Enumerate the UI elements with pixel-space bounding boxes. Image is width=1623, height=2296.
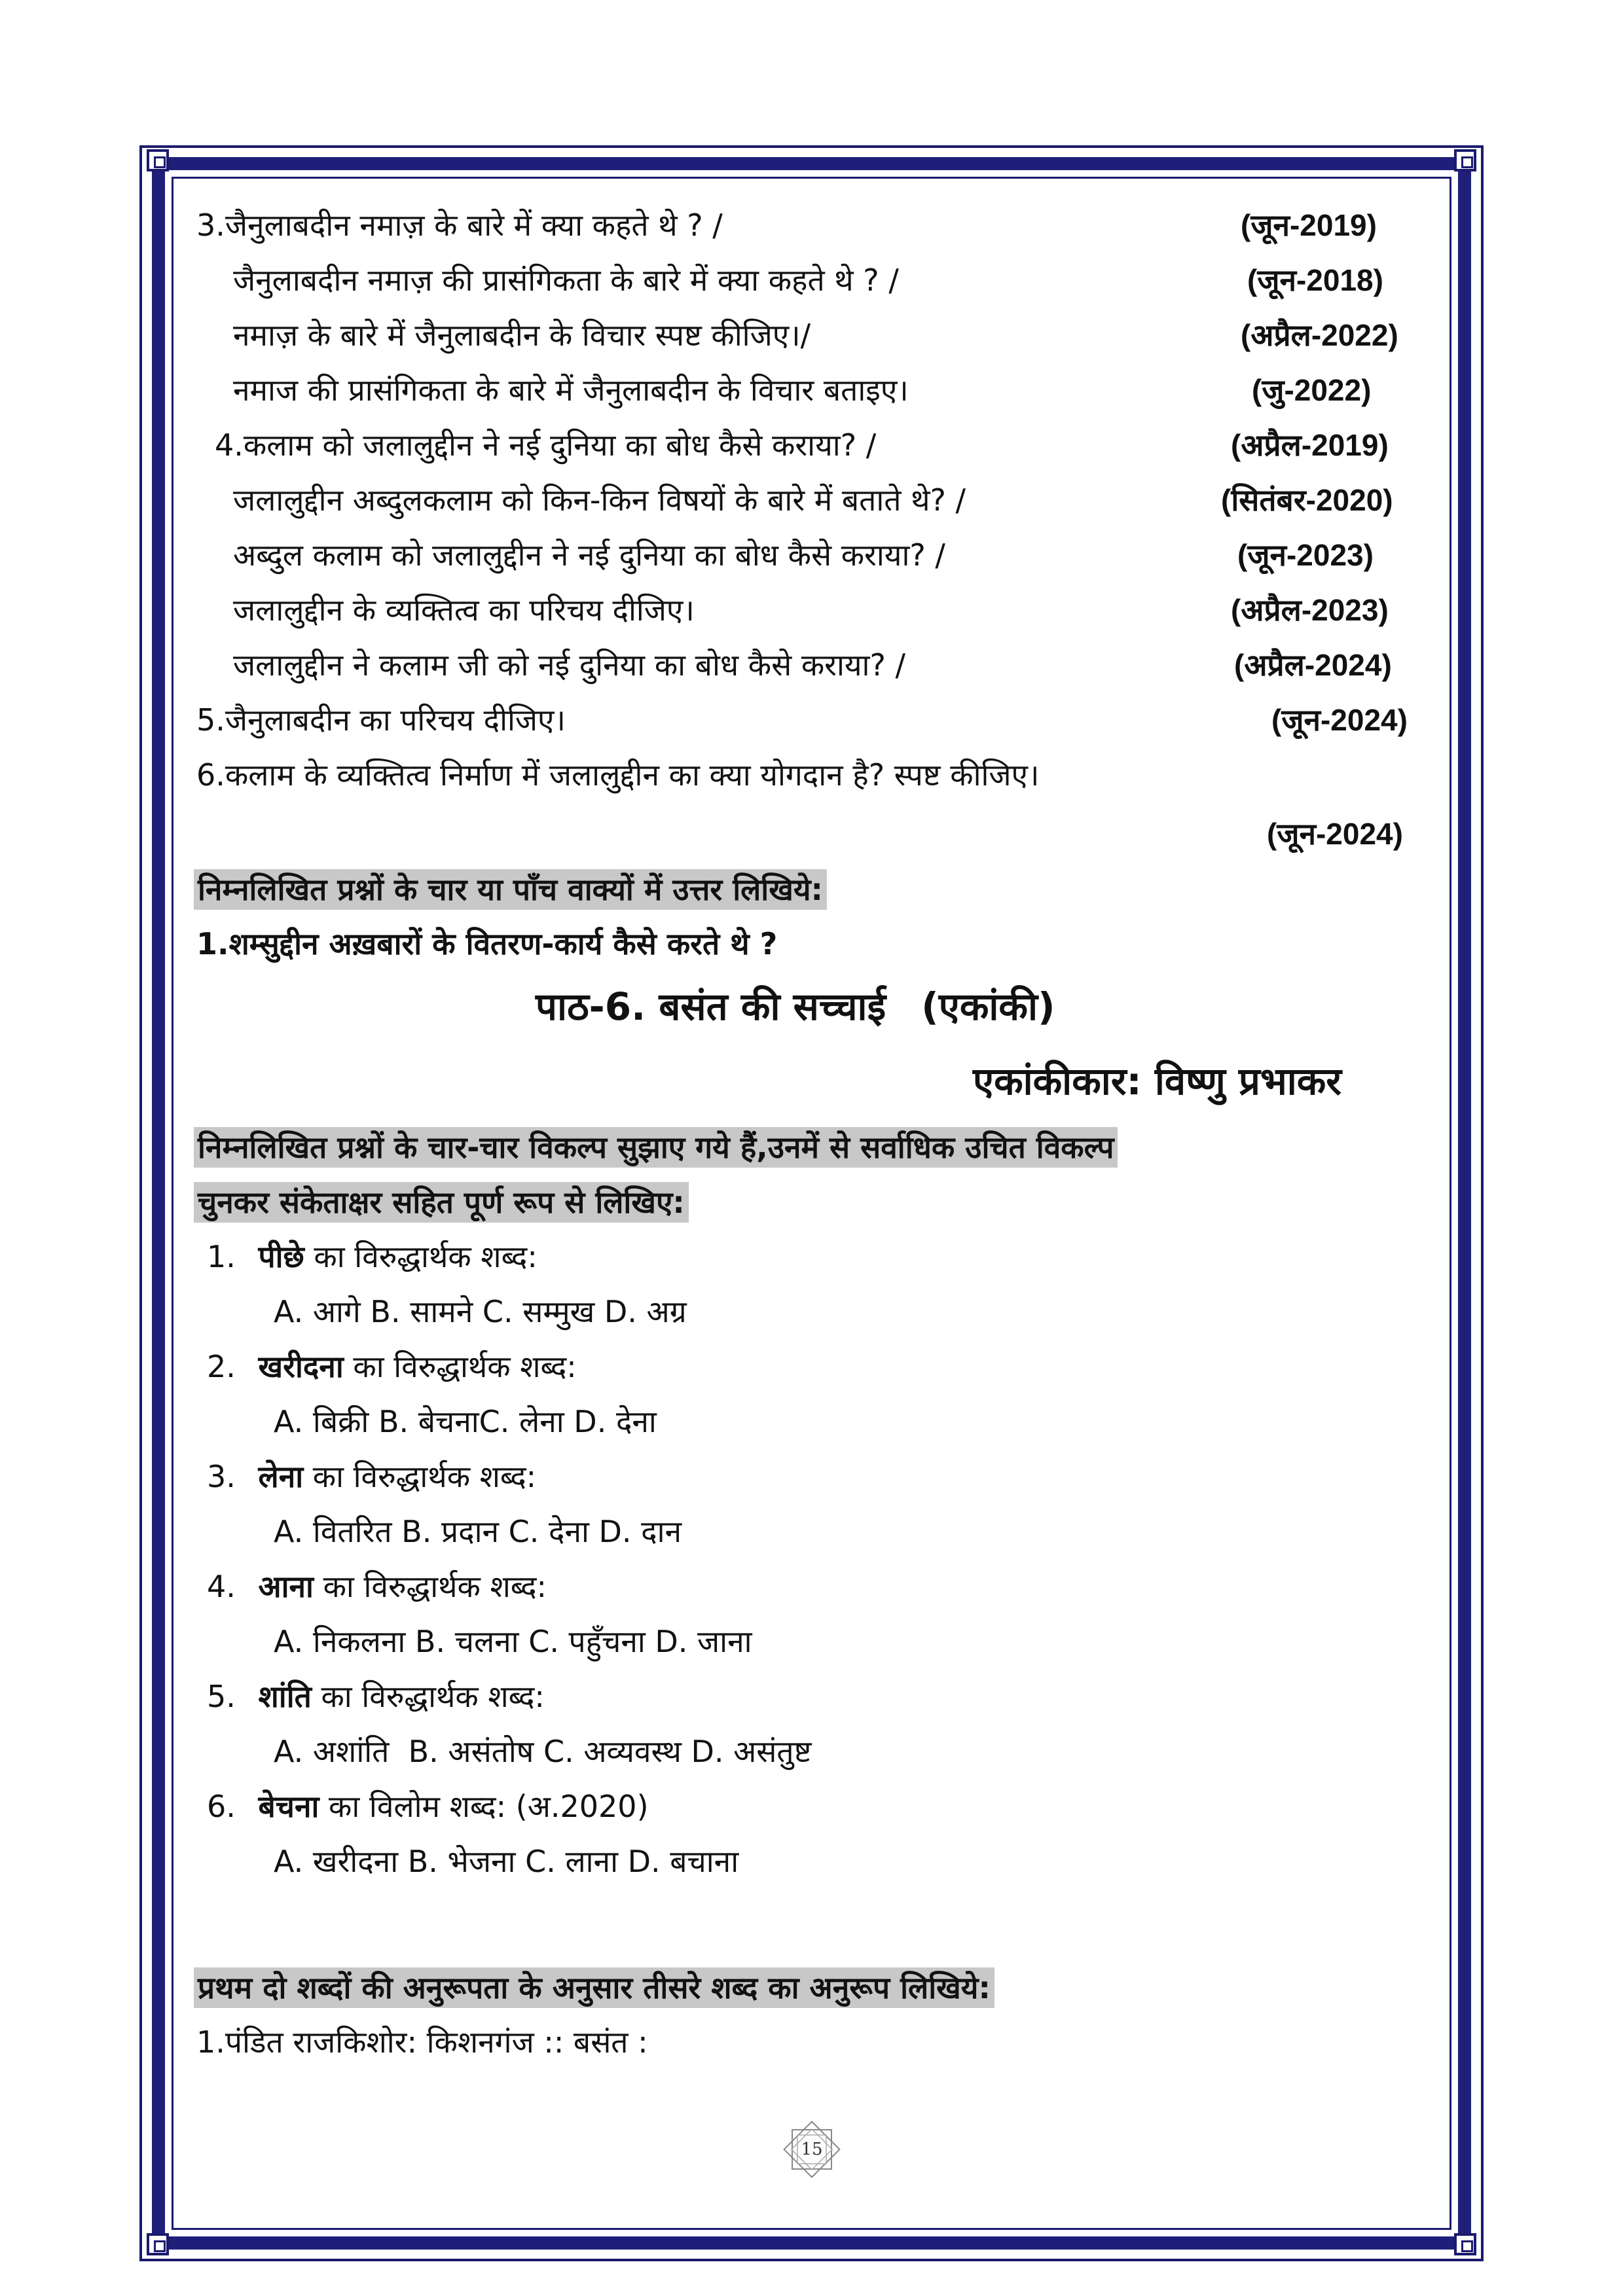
- mcq-number: 3.: [207, 1459, 236, 1494]
- exam-year: (सितंबर-2020): [1221, 483, 1393, 517]
- mcq-options: A. वितरित B. प्रदान C. देना D. दान: [274, 1514, 682, 1549]
- mcq-options: A. निकलना B. चलना C. पहुँचना D. जाना: [274, 1624, 752, 1659]
- mcq-prompt: का विलोम शब्द: (अ.2020): [319, 1789, 649, 1824]
- mcq-keyword: खरीदना: [258, 1349, 344, 1384]
- exam-year: (जून-2024): [1271, 703, 1408, 737]
- mcq-question: [207, 1567, 547, 1606]
- mcq-number: 5.: [207, 1679, 236, 1714]
- analogy-heading: प्रथम दो शब्दों की अनुरूपता के अनुसार तीसरे शब्द का अनुरूप लिखिये:: [194, 1967, 994, 2008]
- exam-year: (जून-2018): [1247, 263, 1383, 297]
- mcq-options: A. अशांति B. असंतोष C. अव्यवस्थ D. असंतुष्ट: [274, 1734, 812, 1769]
- exam-year: (जून-2023): [1237, 538, 1374, 572]
- exam-year: (अप्रैल-2019): [1231, 428, 1389, 462]
- question-line: 4.कलाम को जलालुद्दीन ने नई दुनिया का बोध कैसे कराया? /: [215, 427, 877, 463]
- mcq-keyword: बेचना: [258, 1789, 319, 1824]
- mcq-prompt: का विरुद्धार्थक शब्द:: [313, 1569, 547, 1604]
- mcq-prompt: का विरुद्धार्थक शब्द:: [304, 1239, 538, 1274]
- mcq-number: 6.: [207, 1789, 236, 1824]
- mcq-prompt: का विरुद्धार्थक शब्द:: [343, 1349, 577, 1384]
- mcq-heading-line-1: निम्नलिखित प्रश्नों के चार-चार विकल्प सुझाए गये हैं,उनमें से सर्वाधिक उचित विकल्प: [194, 1127, 1118, 1168]
- mcq-number: 1.: [207, 1239, 236, 1274]
- question-line: जलालुद्दीन के व्यक्तित्व का परिचय दीजिए।: [233, 592, 695, 628]
- question-line: अब्दुल कलाम को जलालुद्दीन ने नई दुनिया का बोध कैसे कराया? /: [233, 537, 945, 573]
- page-number: 15: [801, 2140, 823, 2159]
- exam-year: (जु-2022): [1252, 373, 1372, 407]
- mcq-number: 4.: [207, 1569, 236, 1604]
- mcq-question: [207, 1237, 538, 1276]
- exam-year: (अप्रैल-2023): [1231, 593, 1389, 627]
- question-line: नमाज की प्रासंगिकता के बारे में जैनुलाबदीन के विचार बताइए।: [233, 372, 909, 408]
- question-line: 5.जैनुलाबदीन का परिचय दीजिए।: [196, 702, 566, 738]
- mcq-options: A. आगे B. सामने C. सम्मुख D. अग्र: [274, 1294, 687, 1329]
- question-line: नमाज़ के बारे में जैनुलाबदीन के विचार स्पष्ट कीजिए।/: [233, 317, 811, 353]
- mcq-question: [207, 1787, 649, 1826]
- mcq-prompt: का विरुद्धार्थक शब्द:: [303, 1459, 537, 1494]
- mcq-options: A. बिक्री B. बेचनाC. लेना D. देना: [274, 1404, 657, 1439]
- mcq-keyword: लेना: [258, 1459, 304, 1494]
- question-line: 3.जैनुलाबदीन नमाज़ के बारे में क्या कहते थे ? /: [196, 207, 723, 243]
- corner-ornament-bottom-right: [1454, 2233, 1476, 2255]
- mcq-heading-line-2: चुनकर संकेताक्षर सहित पूर्ण रूप से लिखिए:: [194, 1182, 689, 1223]
- lesson-author: एकांकीकार: विष्णु प्रभाकर: [973, 1059, 1342, 1103]
- mcq-question: [207, 1677, 545, 1716]
- mcq-keyword: आना: [258, 1569, 314, 1604]
- mcq-number: 2.: [207, 1349, 236, 1384]
- exam-year: (अप्रैल-2022): [1241, 318, 1398, 352]
- analogy-question: 1.पंडित राजकिशोर: किशनगंज :: बसंत :: [196, 2024, 648, 2060]
- exam-year: (अप्रैल-2024): [1234, 648, 1392, 682]
- exam-year: (जून-2019): [1241, 208, 1377, 242]
- mcq-options: A. खरीदना B. भेजना C. लाना D. बचाना: [274, 1844, 739, 1879]
- exam-year: (जून-2024): [1267, 817, 1403, 851]
- question-line: जलालुद्दीन अब्दुलकलाम को किन-किन विषयों के बारे में बताते थे? /: [233, 482, 966, 518]
- lesson-title: [536, 982, 1055, 1031]
- mcq-question: [207, 1457, 536, 1496]
- mcq-keyword: शांति: [258, 1679, 312, 1714]
- question-line: 1.शम्सुद्दीन अख़बारों के वितरण-कार्य कैसे करते थे ?: [196, 926, 778, 961]
- question-line: जैनुलाबदीन नमाज़ की प्रासंगिकता के बारे में क्या कहते थे ? /: [233, 262, 899, 298]
- mcq-keyword: पीछे: [258, 1239, 304, 1274]
- corner-ornament-top-right: [1454, 149, 1476, 171]
- section-heading: निम्नलिखित प्रश्नों के चार या पाँच वाक्यों में उत्तर लिखिये:: [194, 869, 827, 910]
- corner-ornament-top-left: [147, 149, 169, 171]
- corner-ornament-bottom-left: [147, 2233, 169, 2255]
- mcq-question: [207, 1347, 577, 1386]
- lesson-genre: (एकांकी): [921, 984, 1055, 1029]
- mcq-prompt: का विरुद्धार्थक शब्द:: [311, 1679, 545, 1714]
- lesson-title-text: पाठ-6. बसंत की सच्चाई: [536, 984, 886, 1029]
- question-line: 6.कलाम के व्यक्तित्व निर्माण में जलालुद्दीन का क्या योगदान है? स्पष्ट कीजिए।: [196, 757, 1040, 793]
- question-line: जलालुद्दीन ने कलाम जी को नई दुनिया का बोध कैसे कराया? /: [233, 647, 906, 683]
